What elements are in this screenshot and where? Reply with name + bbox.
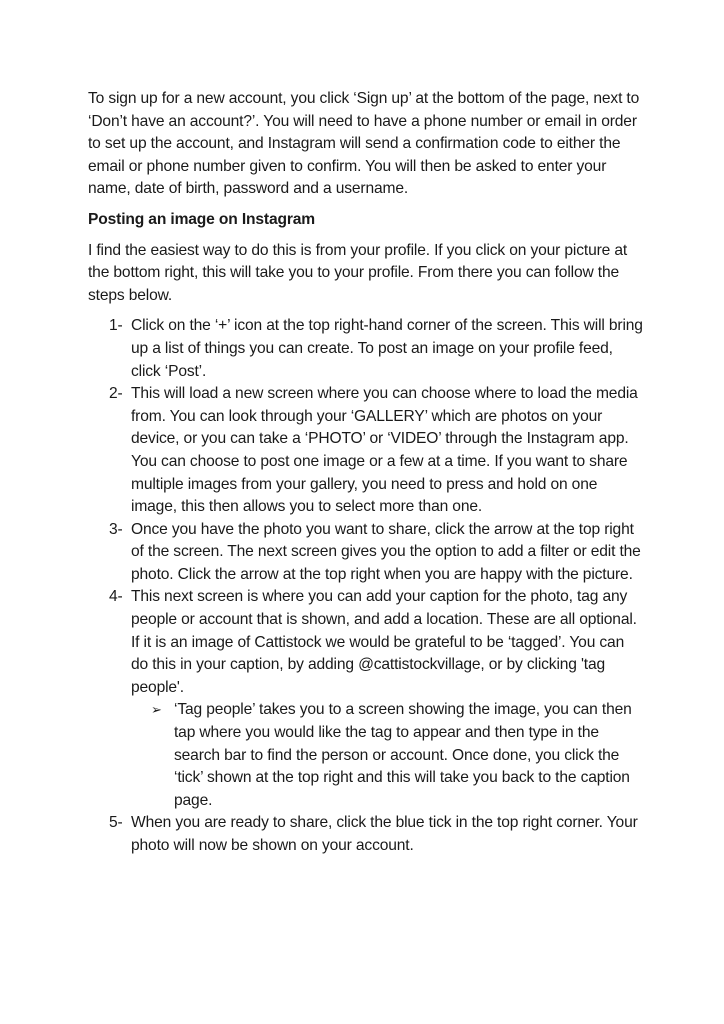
step-number: 5- <box>109 814 123 832</box>
sub-bullet-text: ‘Tag people’ takes you to a screen showing the image, you can then tap where you would like the tag to appear and then type in the search bar to find the person or account. Once done, you click the ‘tick’ shown at the top right and this will take you back to the caption page. <box>174 701 632 809</box>
step-item-3 <box>88 519 644 587</box>
step-text: This next screen is where you can add your caption for the photo, tag any people or account that is shown, and add a location. These are all optional. If it is an image of Cattistock we would be grateful to be ‘tagged’. You can do this in your caption, by adding @cattistockvillage, or by clicking 'tag people'. <box>131 588 637 696</box>
section-heading: Posting an image on Instagram <box>88 210 315 228</box>
step-number: 3- <box>109 520 123 538</box>
arrow-bullet-icon: ➢ <box>151 702 162 718</box>
step-item-1 <box>88 315 644 383</box>
step-item-4 <box>88 586 644 699</box>
step-text: When you are ready to share, click the blue tick in the top right corner. Your photo will now be shown on your account. <box>131 814 638 854</box>
intro-paragraph: To sign up for a new account, you click ‘Sign up’ at the bottom of the page, next to ‘Don’t have an account?’. You will need to have a phone number or email in order to set up the account, and Instagram will send a confirmation code to either the email or phone number given to confirm. You will then be asked to enter your name, date of birth, password and a username. <box>88 90 640 198</box>
steps-list <box>88 315 644 857</box>
step-item-2 <box>88 383 644 519</box>
step-text: Click on the ‘+’ icon at the top right-hand corner of the screen. This will bring up a list of things you can create. To post an image on your profile feed, click ‘Post’. <box>131 317 643 380</box>
document-page <box>88 88 644 858</box>
step-item-5 <box>88 812 644 857</box>
step-number: 2- <box>109 385 123 403</box>
step-text: Once you have the photo you want to share, click the arrow at the top right of the screen. The next screen gives you the option to add a filter or edit the photo. Click the arrow at the top right when you are happy with the picture. <box>131 520 641 583</box>
lead-paragraph: I find the easiest way to do this is from your profile. If you click on your picture at the bottom right, this will take you to your profile. From there you can follow the steps below. <box>88 241 628 304</box>
sub-bullet-item <box>88 699 644 812</box>
step-number: 1- <box>109 317 123 335</box>
step-number: 4- <box>109 588 123 606</box>
step-text: This will load a new screen where you can choose where to load the media from. You can look through your ‘GALLERY’ which are photos on your device, or you can take a ‘PHOTO’ or ‘VIDEO’ through the Instagram app. You can choose to post one image or a few at a time. If you want to share multiple images from your gallery, you need to press and hold on one image, this then allows you to select more than one. <box>131 385 638 516</box>
